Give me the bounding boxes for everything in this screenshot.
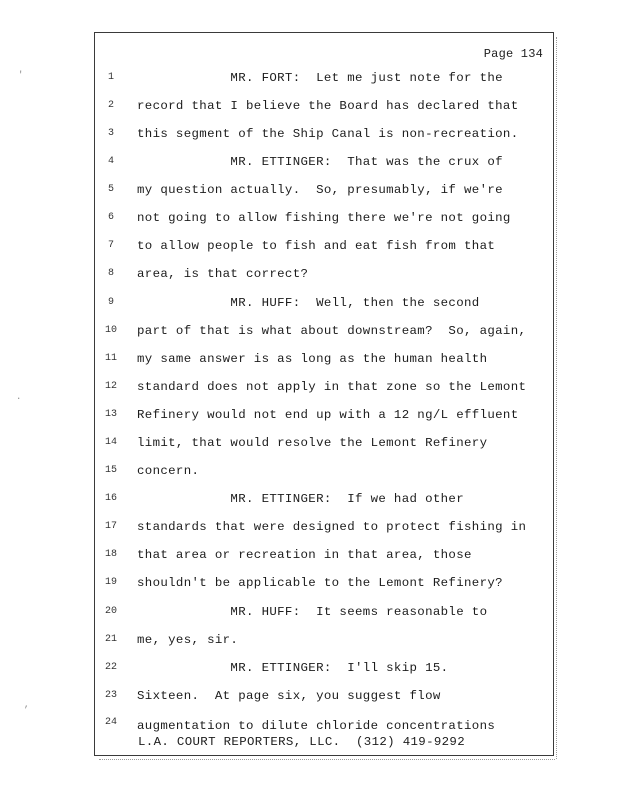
page-number: Page 134 <box>483 47 543 61</box>
line-number: 12 <box>104 381 117 392</box>
line-number: 2 <box>107 100 114 111</box>
line-number: 7 <box>107 240 114 251</box>
line-number: 4 <box>107 156 114 167</box>
line-number: 24 <box>104 717 117 728</box>
line-number: 6 <box>107 212 114 223</box>
transcript-line: augmentation to dilute chloride concentrations <box>137 719 496 733</box>
line-number: 10 <box>104 325 117 336</box>
line-number: 20 <box>104 606 117 617</box>
margin-mark: . <box>16 392 22 402</box>
transcript-line: MR. HUFF: It seems reasonable to <box>137 605 488 619</box>
line-number: 21 <box>104 634 117 645</box>
transcript-line: record that I believe the Board has declared that <box>137 99 519 113</box>
transcript-line: MR. ETTINGER: If we had other <box>137 492 464 506</box>
transcript-line: MR. FORT: Let me just note for the <box>137 71 503 85</box>
line-number: 9 <box>107 297 114 308</box>
line-number: 19 <box>104 577 117 588</box>
line-number: 23 <box>104 690 117 701</box>
transcript-line: MR. ETTINGER: I'll skip 15. <box>137 661 449 675</box>
transcript-line: to allow people to fish and eat fish from that <box>137 239 496 253</box>
transcript-line: MR. ETTINGER: That was the crux of <box>137 155 503 169</box>
margin-mark: , <box>24 700 30 710</box>
transcript-line: me, yes, sir. <box>137 633 239 647</box>
court-reporter-footer: L.A. COURT REPORTERS, LLC. (312) 419-9292 <box>138 735 465 749</box>
transcript-line: my question actually. So, presumably, if we're <box>137 183 503 197</box>
transcript-line: part of that is what about downstream? So, again, <box>137 324 527 338</box>
line-number: 1 <box>107 72 114 83</box>
line-number: 14 <box>104 437 117 448</box>
line-number: 18 <box>104 549 117 560</box>
transcript-line: Sixteen. At page six, you suggest flow <box>137 689 441 703</box>
line-number: 8 <box>107 268 114 279</box>
transcript-line: this segment of the Ship Canal is non-recreation. <box>137 127 519 141</box>
transcript-line: standards that were designed to protect fishing in <box>137 520 527 534</box>
line-number: 15 <box>104 465 117 476</box>
transcript-line: Refinery would not end up with a 12 ng/L effluent <box>137 408 519 422</box>
transcript-line: limit, that would resolve the Lemont Refinery <box>137 436 488 450</box>
transcript-line: that area or recreation in that area, those <box>137 548 472 562</box>
transcript-line: area, is that correct? <box>137 267 309 281</box>
line-number: 5 <box>107 184 114 195</box>
transcript-line: standard does not apply in that zone so the Lemont <box>137 380 527 394</box>
transcript-line: not going to allow fishing there we're not going <box>137 211 511 225</box>
transcript-line: concern. <box>137 464 200 478</box>
line-number: 11 <box>104 353 117 364</box>
line-number: 22 <box>104 662 117 673</box>
line-number: 3 <box>107 128 114 139</box>
line-number: 17 <box>104 521 117 532</box>
transcript-line: MR. HUFF: Well, then the second <box>137 296 480 310</box>
transcript-line: shouldn't be applicable to the Lemont Refinery? <box>137 576 503 590</box>
line-number: 16 <box>104 493 117 504</box>
transcript-line: my same answer is as long as the human health <box>137 352 488 366</box>
line-number: 13 <box>104 409 117 420</box>
margin-mark: ' <box>18 70 24 80</box>
